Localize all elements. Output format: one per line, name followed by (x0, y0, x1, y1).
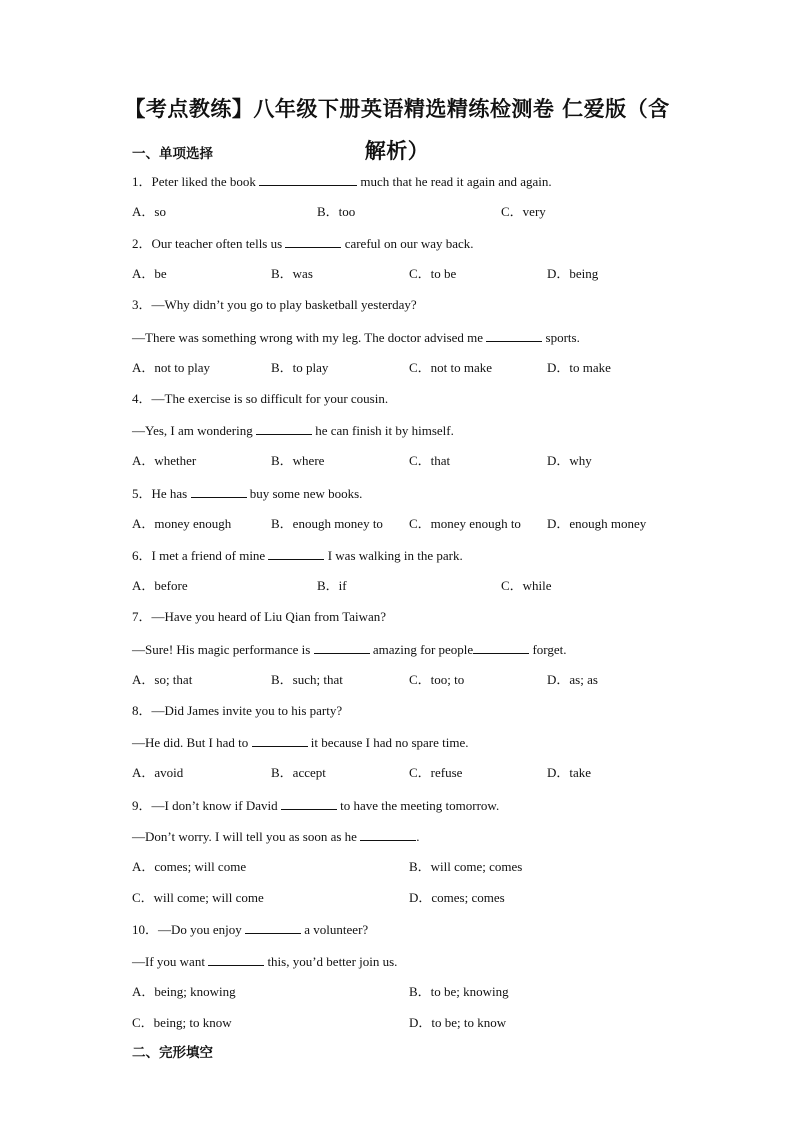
option-3c: C．not to make (409, 360, 493, 375)
option-10b: B．to be; knowing (409, 984, 509, 999)
answer-blank (208, 953, 264, 966)
option-10d: D．to be; to know (409, 1015, 507, 1030)
option-9c: C．will come; will come (132, 890, 264, 905)
option-6c: C．while (501, 578, 552, 593)
question-9-text-2-end: . (416, 829, 420, 844)
question-7-text: —Sure! His magic performance is (132, 642, 314, 657)
option-4a: A．whether (132, 453, 197, 468)
question-4-text-end: he can finish it by himself. (311, 423, 454, 438)
option-2a: A．be (132, 266, 167, 281)
option-1a: A．so (132, 204, 166, 219)
option-7d: D．as; as (547, 672, 598, 687)
option-5c: C．money enough to (409, 516, 521, 531)
option-2d: D．being (547, 266, 599, 281)
answer-blank (473, 641, 529, 654)
option-5b: B．enough money to (271, 516, 383, 531)
question-7-text-end: forget. (529, 642, 567, 657)
question-10-text-2-end: this, you’d better join us. (264, 954, 398, 969)
question-4-line-1: 4．—The exercise is so difficult for your cousin. (132, 391, 389, 406)
question-9-text: 9．—I don’t know if David (132, 798, 281, 813)
question-1-text: 1．Peter liked the book (132, 174, 260, 189)
question-10-line-2 (132, 953, 397, 970)
option-8a: A．avoid (132, 765, 184, 780)
title-line-2: 解析） (364, 139, 430, 163)
question-1 (132, 173, 552, 190)
answer-blank (486, 329, 542, 342)
option-6b: B．if (317, 578, 347, 593)
question-2-text-end: careful on our way back. (341, 236, 474, 251)
option-4b: B．where (271, 453, 325, 468)
question-2-text: 2．Our teacher often tells us (132, 236, 286, 251)
section-heading-cloze: 二、完形填空 (132, 1045, 213, 1061)
option-1b: B．too (317, 204, 356, 219)
option-2c: C．to be (409, 266, 457, 281)
option-10c: C．being; to know (132, 1015, 232, 1030)
answer-blank (256, 422, 312, 435)
answer-blank (360, 828, 416, 841)
option-6a: A．before (132, 578, 188, 593)
option-5a: A．money enough (132, 516, 232, 531)
question-10-line-1 (132, 921, 368, 938)
question-4-text: —Yes, I am wondering (132, 423, 256, 438)
option-7c: C．too; to (409, 672, 465, 687)
question-5 (132, 485, 362, 502)
question-8-text-end: it because I had no spare time. (307, 735, 469, 750)
question-4-line-2 (132, 422, 454, 439)
option-3b: B．to play (271, 360, 329, 375)
option-10a: A．being; knowing (132, 984, 236, 999)
option-8c: C．refuse (409, 765, 463, 780)
question-3-line-1: 3．—Why didn’t you go to play basketball yesterday? (132, 297, 417, 312)
option-8d: D．take (547, 765, 592, 780)
question-8-line-2 (132, 734, 469, 751)
question-9-line-1 (132, 797, 499, 814)
question-7-line-2 (132, 641, 567, 658)
question-3-text-end: sports. (542, 330, 580, 345)
option-9b: B．will come; comes (409, 859, 523, 874)
answer-blank (268, 547, 324, 560)
question-9-text-end: to have the meeting tomorrow. (336, 798, 500, 813)
question-6-text: 6．I met a friend of mine (132, 548, 269, 563)
option-3d: D．to make (547, 360, 611, 375)
question-10-text-2: —If you want (132, 954, 209, 969)
option-9d: D．comes; comes (409, 890, 505, 905)
question-3-text: —There was something wrong with my leg. The doctor advised me (132, 330, 487, 345)
option-9a: A．comes; will come (132, 859, 247, 874)
option-4d: D．why (547, 453, 592, 468)
question-9-text-2: —Don’t worry. I will tell you as soon as he (132, 829, 361, 844)
question-3-line-2 (132, 329, 580, 346)
question-1-text-end: much that he read it again and again. (357, 174, 552, 189)
answer-blank (252, 734, 308, 747)
question-7-text-mid: amazing for people (369, 642, 474, 657)
title-line-1: 【考点教练】八年级下册英语精选精练检测卷 仁爱版（含 (124, 97, 670, 121)
option-2b: B．was (271, 266, 313, 281)
question-10-text-end: a volunteer? (301, 922, 369, 937)
answer-blank (285, 235, 341, 248)
option-3a: A．not to play (132, 360, 210, 375)
option-1c: C．very (501, 204, 546, 219)
question-2 (132, 235, 474, 252)
question-9-line-2 (132, 828, 419, 845)
option-7b: B．such; that (271, 672, 343, 687)
option-4c: C．that (409, 453, 451, 468)
question-5-text-end: buy some new books. (246, 486, 363, 501)
answer-blank (314, 641, 370, 654)
question-6-text-end: I was walking in the park. (324, 548, 463, 563)
option-7a: A．so; that (132, 672, 193, 687)
question-8-line-1: 8．—Did James invite you to his party? (132, 703, 343, 718)
section-heading-multiple-choice: 一、单项选择 (132, 146, 213, 162)
option-5d: D．enough money (547, 516, 647, 531)
question-5-text: 5．He has (132, 486, 191, 501)
answer-blank (259, 173, 357, 186)
question-6 (132, 547, 463, 564)
question-7-line-1: 7．—Have you heard of Liu Qian from Taiwan? (132, 609, 387, 624)
answer-blank (191, 485, 247, 498)
answer-blank (281, 797, 337, 810)
question-8-text: —He did. But I had to (132, 735, 252, 750)
option-8b: B．accept (271, 765, 326, 780)
answer-blank (245, 921, 301, 934)
question-10-text: 10．—Do you enjoy (132, 922, 246, 937)
